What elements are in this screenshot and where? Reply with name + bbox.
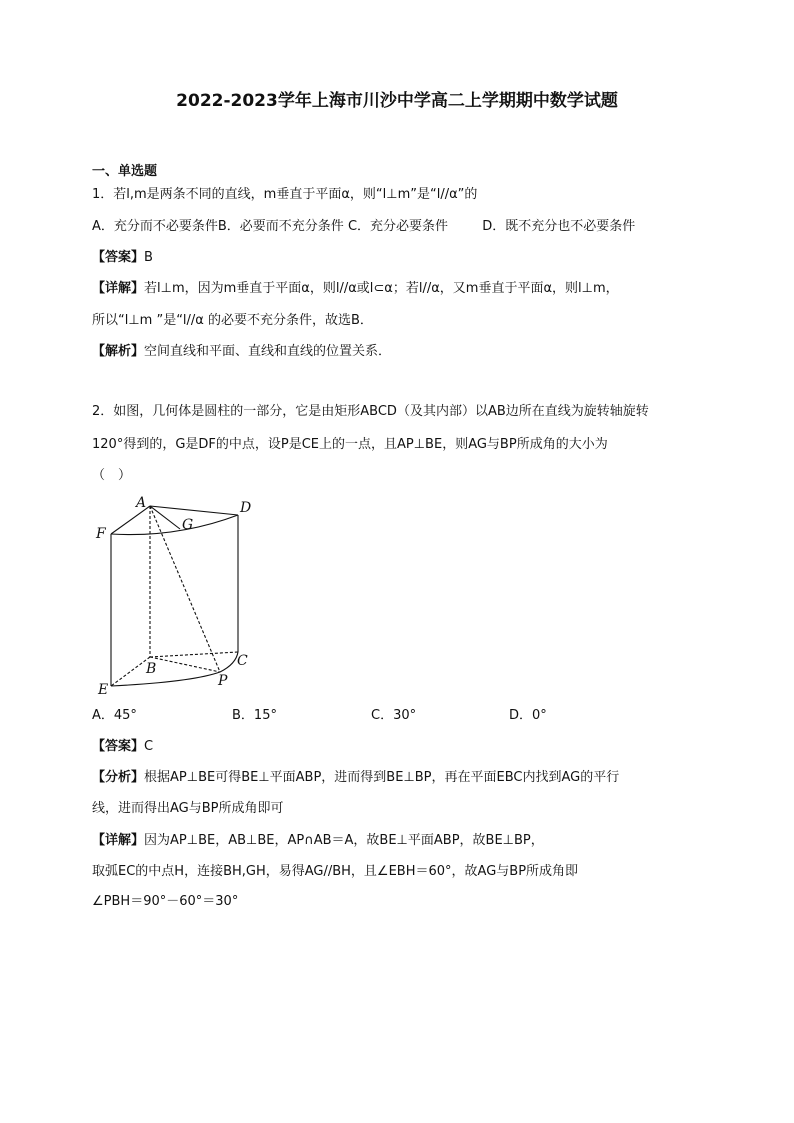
q2-option-a: A．45° xyxy=(92,708,137,723)
q1-stem: 1．若l,m是两条不同的直线，m垂直于平面α，则“l⊥m”是“l//α”的 xyxy=(92,187,478,202)
fenxi-tag: 【分析】 xyxy=(92,770,145,785)
q2-option-c: C．30° xyxy=(371,708,417,723)
q2-detail-line1 xyxy=(92,832,544,850)
detail-text: 若l⊥m，因为m垂直于平面α，则l//α或l⊂α；若l//α，又m垂直于平面α，则l⊥m， xyxy=(144,281,619,296)
label-C: C xyxy=(237,653,248,669)
label-G: G xyxy=(182,517,194,533)
label-D: D xyxy=(240,500,252,516)
q2-stem-line2: 120°得到的，G是DF的中点，设P是CE上的一点，且AP⊥BE，则AG与BP所成角的大小为 xyxy=(92,437,608,452)
analysis-tag: 【解析】 xyxy=(92,344,145,359)
label-A: A xyxy=(136,495,147,511)
q2-stem-line3: （ ） xyxy=(92,468,132,483)
detail-text: 因为AP⊥BE，AB⊥BE，AP∩AB＝A，故BE⊥平面ABP，故BE⊥BP， xyxy=(144,833,544,848)
q1-detail-line1 xyxy=(92,280,619,298)
answer-tag: 【答案】 xyxy=(92,250,145,265)
section-heading: 一、单选题 xyxy=(92,164,158,179)
label-F: F xyxy=(96,526,106,542)
analysis-text: 空间直线和平面、直线和直线的位置关系． xyxy=(144,344,392,359)
label-E: E xyxy=(98,682,109,698)
q2-option-b: B．15° xyxy=(232,708,277,723)
q1-answer xyxy=(92,249,153,267)
q2-answer xyxy=(92,738,153,756)
page-title: 2022-2023学年上海市川沙中学高二上学期期中数学试题 xyxy=(176,91,618,111)
q2-fenxi-line1 xyxy=(92,769,619,787)
q2-stem-line1: 2．如图，几何体是圆柱的一部分，它是由矩形ABCD（及其内部）以AB边所在直线为旋转轴旋转 xyxy=(92,404,649,419)
detail-tag: 【详解】 xyxy=(92,281,145,296)
answer-value: C xyxy=(144,739,154,754)
q2-fenxi-line2: 线，进而得出AG与BP所成角即可 xyxy=(92,801,284,816)
q2-option-d: D．0° xyxy=(509,708,547,723)
detail-tag: 【详解】 xyxy=(92,833,145,848)
fenxi-text: 根据AP⊥BE可得BE⊥平面ABP，进而得到BE⊥BP，再在平面EBC内找到AG的平行 xyxy=(144,770,620,785)
label-P: P xyxy=(218,673,228,689)
q1-analysis xyxy=(92,343,391,361)
q1-detail-line2: 所以“l⊥m ”是“l//α 的必要不充分条件，故选B． xyxy=(92,313,373,328)
q2-detail-line2: 取弧EC的中点H，连接BH,GH，易得AG//BH，且∠EBH＝60°，故AG与BP所成角即 xyxy=(92,864,579,879)
q1-options: A．充分而不必要条件B．必要而不充分条件 C．充分必要条件 D．既不充分也不必要条件 xyxy=(92,219,636,234)
answer-value: B xyxy=(144,250,153,265)
answer-tag: 【答案】 xyxy=(92,739,145,754)
cylinder-figure xyxy=(92,492,272,702)
q2-detail-line3: ∠PBH＝90°－60°＝30° xyxy=(92,894,239,909)
label-B: B xyxy=(146,661,157,677)
